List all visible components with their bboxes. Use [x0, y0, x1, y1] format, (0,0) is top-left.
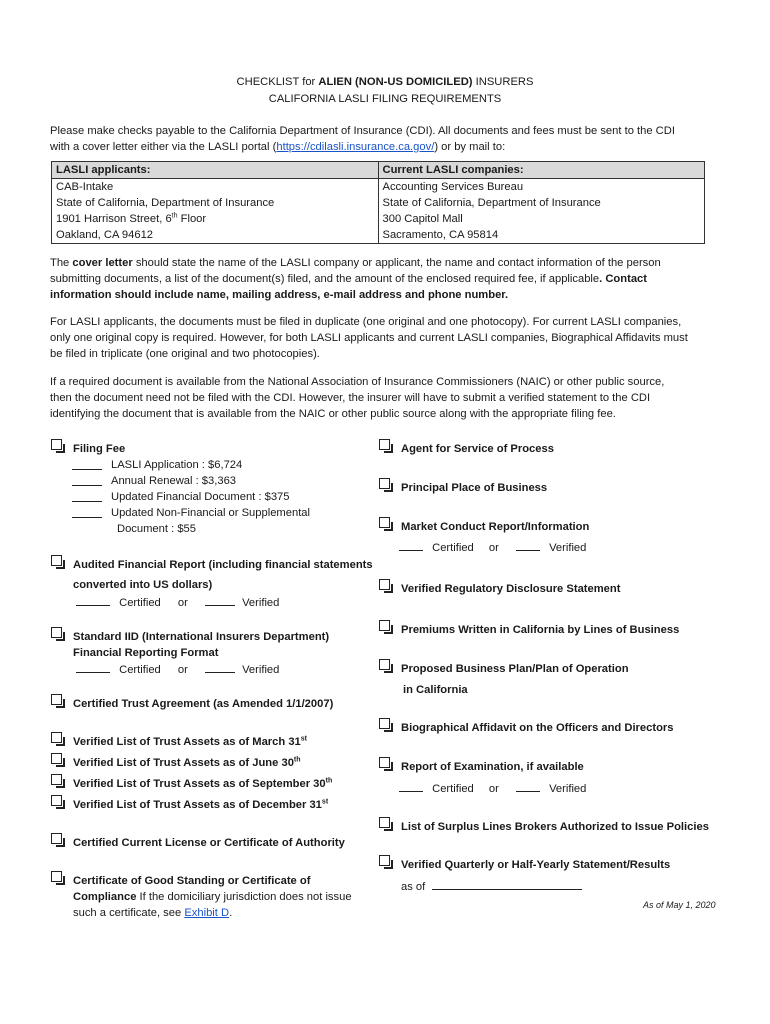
audited-report-label-2: converted into US dollars): [73, 579, 213, 591]
trust-agreement-label: Certified Trust Agreement (as Amended 1/1/2007): [73, 698, 334, 710]
duplicate-line3: be filed in triplicate (one original and two photocopies).: [50, 348, 320, 360]
examination-cert-verify-row: Certified or Verified: [399, 780, 586, 797]
disclosure-label: Verified Regulatory Disclosure Statement: [401, 583, 621, 595]
certified-blank[interactable]: [76, 594, 110, 606]
trust-agreement-checkbox[interactable]: [51, 694, 62, 705]
fee-blank[interactable]: [72, 474, 102, 486]
biographical-checkbox[interactable]: [379, 718, 390, 729]
fee-line: Updated Non-Financial or Supplemental: [111, 507, 311, 519]
fee-blank[interactable]: [72, 458, 102, 470]
fee-blank[interactable]: [72, 506, 102, 518]
verified-blank[interactable]: [516, 539, 540, 551]
certified-blank[interactable]: [399, 539, 423, 551]
business-plan-label-2: in California: [403, 684, 468, 696]
verified-blank[interactable]: [205, 661, 235, 673]
business-plan-label: Proposed Business Plan/Plan of Operation: [401, 663, 629, 675]
quarterly-label: Verified Quarterly or Half-Yearly Statement/Results: [401, 859, 671, 871]
standard-iid-label-2: Financial Reporting Format: [73, 647, 219, 659]
intro-line1: Please make checks payable to the California Department of Insurance (CDI). All documents and fees must be sent to the CDI: [50, 125, 675, 137]
disclosure-checkbox[interactable]: [379, 579, 390, 590]
certified-blank[interactable]: [399, 780, 423, 792]
lasli-portal-link[interactable]: https://cdilasli.insurance.ca.gov/: [276, 141, 435, 153]
good-standing-label-2: Compliance If the domiciliary jurisdiction does not issue: [73, 891, 352, 903]
fee-line: Document : $55: [117, 523, 196, 535]
quarterly-checkbox[interactable]: [379, 855, 390, 866]
biographical-label: Biographical Affidavit on the Officers and Directors: [401, 722, 674, 734]
iid-cert-verify-row: Certified or Verified: [76, 661, 279, 678]
principal-label: Principal Place of Business: [401, 482, 548, 494]
agent-checkbox[interactable]: [379, 439, 390, 450]
audited-report-checkbox[interactable]: [51, 555, 62, 566]
certified-blank[interactable]: [76, 661, 110, 673]
page-title-line1: CHECKLIST for ALIEN (NON-US DOMICILED) INSURERS: [236, 76, 534, 88]
agent-label: Agent for Service of Process: [401, 443, 554, 455]
good-standing-label-3: such a certificate, see Exhibit D.: [73, 907, 233, 919]
market-cert-verify-row: Certified or Verified: [399, 539, 586, 556]
trust-sept-label: Verified List of Trust Assets as of September 30th: [73, 777, 333, 790]
cover-letter-line3: information should include name, mailing address, e-mail address and phone number.: [50, 289, 509, 301]
current-companies-header: Current LASLI companies:: [378, 162, 705, 179]
intro-line2: with a cover letter either via the LASLI portal (https://cdilasli.insurance.ca.gov/) or by mail to:: [50, 141, 506, 153]
standard-iid-checkbox[interactable]: [51, 627, 62, 638]
examination-label: Report of Examination, if available: [401, 761, 584, 773]
fee-line: Annual Renewal : $3,363: [111, 475, 237, 487]
quarterly-as-of-row: as of: [401, 878, 582, 895]
examination-checkbox[interactable]: [379, 757, 390, 768]
market-conduct-checkbox[interactable]: [379, 517, 390, 528]
fee-blank[interactable]: [72, 490, 102, 502]
naic-line2: then the document need not be filed with the CDI. However, the insurer will have to submit a verified statement to the CDI: [50, 392, 651, 404]
audited-report-label: Audited Financial Report (including financial statements: [73, 559, 373, 571]
market-conduct-label: Market Conduct Report/Information: [401, 521, 590, 533]
exhibit-d-link[interactable]: Exhibit D: [184, 907, 230, 919]
duplicate-line2: only one original copy is required. However, for both LASLI applicants and current LASLI companies, Biographical Affidavits must: [50, 332, 688, 344]
page-title-line2: CALIFORNIA LASLI FILING REQUIREMENTS: [268, 93, 502, 105]
as-of-date-blank[interactable]: [432, 878, 582, 890]
fee-line: LASLI Application : $6,724: [111, 459, 243, 471]
as-of-date-footer: As of May 1, 2020: [643, 900, 716, 910]
current-companies-address: Accounting Services Bureau State of California, Department of Insurance 300 Capitol Mall Sacramento, CA 95814: [378, 179, 705, 244]
fee-line: Updated Financial Document : $375: [111, 491, 290, 503]
license-label: Certified Current License or Certificate of Authority: [73, 837, 345, 849]
cover-letter-line1: The cover letter should state the name of the LASLI company or applicant, the name and contact information of the person: [50, 257, 661, 269]
premiums-checkbox[interactable]: [379, 620, 390, 631]
naic-line3: identifying the document that is available from the NAIC or other public source along with the appropriate filing fee.: [50, 408, 616, 420]
trust-dec-checkbox[interactable]: [51, 795, 62, 806]
good-standing-label: Certificate of Good Standing or Certificate of: [73, 875, 311, 887]
principal-checkbox[interactable]: [379, 478, 390, 489]
duplicate-line1: For LASLI applicants, the documents must be filed in duplicate (one original and one photocopy). For current LASLI companies,: [50, 316, 682, 328]
surplus-checkbox[interactable]: [379, 817, 390, 828]
trust-june-label: Verified List of Trust Assets as of June 30th: [73, 756, 301, 769]
naic-line1: If a required document is available from the National Association of Insurance Commissioners (NAIC) or other public source,: [50, 376, 665, 388]
cover-letter-line2: submitting documents, a list of the document(s) filed, and the amount of the enclosed required fee, if applicable. Contact: [50, 273, 647, 285]
mailing-address-table: [51, 161, 705, 244]
trust-sept-checkbox[interactable]: [51, 774, 62, 785]
trust-june-checkbox[interactable]: [51, 753, 62, 764]
business-plan-checkbox[interactable]: [379, 659, 390, 670]
lasli-applicants-address: CAB-Intake State of California, Department of Insurance 1901 Harrison Street, 6th Floor Oakland, CA 94612: [52, 179, 379, 244]
premiums-label: Premiums Written in California by Lines of Business: [401, 624, 680, 636]
standard-iid-label: Standard IID (International Insurers Department): [73, 631, 330, 643]
filing-fee-checkbox[interactable]: [51, 439, 62, 450]
filing-fee-label: Filing Fee: [73, 443, 126, 455]
trust-march-checkbox[interactable]: [51, 732, 62, 743]
verified-blank[interactable]: [516, 780, 540, 792]
audited-cert-verify-row: Certified or Verified: [76, 594, 279, 611]
good-standing-checkbox[interactable]: [51, 871, 62, 882]
verified-blank[interactable]: [205, 594, 235, 606]
trust-march-label: Verified List of Trust Assets as of March 31st: [73, 735, 307, 748]
license-checkbox[interactable]: [51, 833, 62, 844]
lasli-applicants-header: LASLI applicants:: [52, 162, 379, 179]
trust-dec-label: Verified List of Trust Assets as of December 31st: [73, 798, 329, 811]
surplus-label: List of Surplus Lines Brokers Authorized to Issue Policies: [401, 821, 709, 833]
